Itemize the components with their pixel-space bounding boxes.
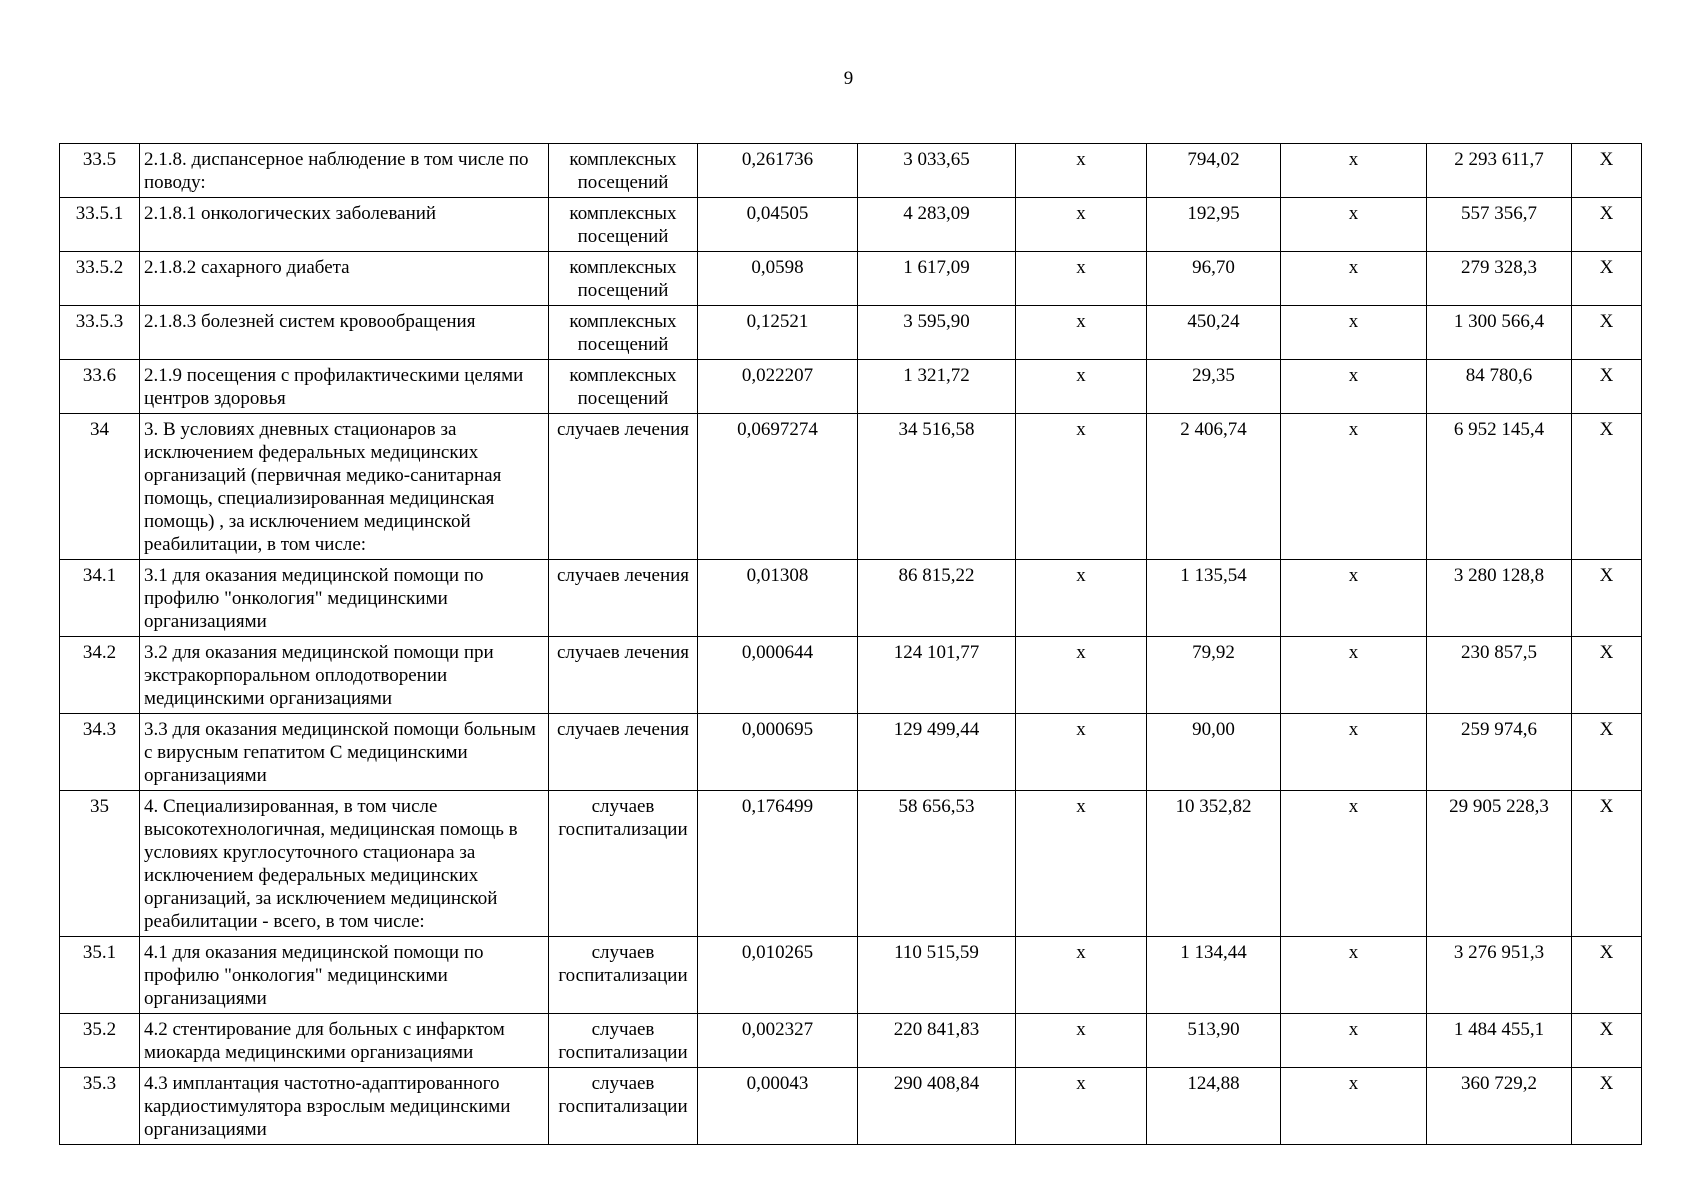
row-x-mark: х — [1016, 560, 1147, 637]
row-x-mark: х — [1281, 1068, 1427, 1145]
row-x-mark: х — [1281, 637, 1427, 714]
row-unit: случаев лечения — [549, 414, 698, 560]
row-number: 35.1 — [60, 937, 140, 1014]
row-total: 1 484 455,1 — [1427, 1014, 1572, 1068]
row-per-capita: 1 135,54 — [1147, 560, 1281, 637]
row-norm: 0,000695 — [698, 714, 858, 791]
row-per-capita: 124,88 — [1147, 1068, 1281, 1145]
row-cost: 1 617,09 — [858, 252, 1016, 306]
table-row — [60, 144, 1642, 198]
row-x-mark: х — [1016, 637, 1147, 714]
table-row — [60, 252, 1642, 306]
row-norm: 0,0598 — [698, 252, 858, 306]
row-number: 33.5.2 — [60, 252, 140, 306]
table-row — [60, 637, 1642, 714]
row-norm: 0,01308 — [698, 560, 858, 637]
table-body — [60, 144, 1642, 1145]
row-x-mark: Х — [1572, 1014, 1642, 1068]
row-unit: случаев госпитализации — [549, 937, 698, 1014]
row-unit: случаев лечения — [549, 560, 698, 637]
row-x-mark: х — [1016, 791, 1147, 937]
row-unit: комплексных посещений — [549, 252, 698, 306]
row-cost: 3 595,90 — [858, 306, 1016, 360]
row-norm: 0,04505 — [698, 198, 858, 252]
row-x-mark: Х — [1572, 306, 1642, 360]
row-x-mark: х — [1281, 560, 1427, 637]
row-name: 4. Специализированная, в том числе высокотехнологичная, медицинская помощь в условиях круглосуточного стационара за исключением федеральных медицинских организаций, за исключением медицинской реабилитации - всего, в том числе: — [140, 791, 549, 937]
row-per-capita: 794,02 — [1147, 144, 1281, 198]
row-per-capita: 96,70 — [1147, 252, 1281, 306]
row-name: 3.1 для оказания медицинской помощи по профилю "онкология" медицинскими организациями — [140, 560, 549, 637]
row-per-capita: 192,95 — [1147, 198, 1281, 252]
row-unit: комплексных посещений — [549, 198, 698, 252]
row-cost: 34 516,58 — [858, 414, 1016, 560]
row-total: 6 952 145,4 — [1427, 414, 1572, 560]
row-x-mark: х — [1281, 252, 1427, 306]
table-row — [60, 360, 1642, 414]
row-x-mark: х — [1281, 791, 1427, 937]
table-row — [60, 714, 1642, 791]
table-row — [60, 937, 1642, 1014]
row-norm: 0,022207 — [698, 360, 858, 414]
row-total: 29 905 228,3 — [1427, 791, 1572, 937]
row-number: 33.5.3 — [60, 306, 140, 360]
row-x-mark: х — [1016, 306, 1147, 360]
row-total: 3 280 128,8 — [1427, 560, 1572, 637]
row-x-mark: Х — [1572, 1068, 1642, 1145]
row-number: 34.1 — [60, 560, 140, 637]
row-number: 35.3 — [60, 1068, 140, 1145]
data-table — [59, 143, 1642, 1145]
row-cost: 86 815,22 — [858, 560, 1016, 637]
row-name: 4.1 для оказания медицинской помощи по профилю "онкология" медицинскими организациями — [140, 937, 549, 1014]
row-number: 35 — [60, 791, 140, 937]
row-total: 360 729,2 — [1427, 1068, 1572, 1145]
row-per-capita: 29,35 — [1147, 360, 1281, 414]
table-row — [60, 306, 1642, 360]
row-unit: комплексных посещений — [549, 306, 698, 360]
row-x-mark: х — [1281, 360, 1427, 414]
row-x-mark: Х — [1572, 791, 1642, 937]
row-norm: 0,010265 — [698, 937, 858, 1014]
row-per-capita: 1 134,44 — [1147, 937, 1281, 1014]
row-unit: случаев госпитализации — [549, 1068, 698, 1145]
row-name: 4.2 стентирование для больных с инфарктом миокарда медицинскими организациями — [140, 1014, 549, 1068]
row-x-mark: х — [1281, 714, 1427, 791]
row-x-mark: х — [1281, 144, 1427, 198]
row-x-mark: х — [1016, 1014, 1147, 1068]
row-per-capita: 2 406,74 — [1147, 414, 1281, 560]
row-cost: 58 656,53 — [858, 791, 1016, 937]
row-unit: случаев госпитализации — [549, 1014, 698, 1068]
row-per-capita: 90,00 — [1147, 714, 1281, 791]
row-x-mark: х — [1281, 198, 1427, 252]
row-x-mark: Х — [1572, 937, 1642, 1014]
row-name: 4.3 имплантация частотно-адаптированного кардиостимулятора взрослым медицинскими организациями — [140, 1068, 549, 1145]
table-row — [60, 414, 1642, 560]
row-x-mark: х — [1281, 1014, 1427, 1068]
row-norm: 0,0697274 — [698, 414, 858, 560]
row-cost: 4 283,09 — [858, 198, 1016, 252]
table-row — [60, 791, 1642, 937]
row-unit: комплексных посещений — [549, 144, 698, 198]
row-x-mark: х — [1016, 360, 1147, 414]
table-row — [60, 560, 1642, 637]
row-norm: 0,002327 — [698, 1014, 858, 1068]
row-x-mark: х — [1016, 937, 1147, 1014]
row-per-capita: 450,24 — [1147, 306, 1281, 360]
row-total: 557 356,7 — [1427, 198, 1572, 252]
row-x-mark: Х — [1572, 360, 1642, 414]
row-total: 279 328,3 — [1427, 252, 1572, 306]
row-norm: 0,00043 — [698, 1068, 858, 1145]
row-unit: случаев лечения — [549, 714, 698, 791]
row-cost: 124 101,77 — [858, 637, 1016, 714]
row-name: 3. В условиях дневных стационаров за исключением федеральных медицинских организаций (первичная медико-санитарная помощь, специализированная медицинская помощь) , за исключением медицинской реабилитации, в том числе: — [140, 414, 549, 560]
row-total: 259 974,6 — [1427, 714, 1572, 791]
row-x-mark: Х — [1572, 144, 1642, 198]
row-number: 34 — [60, 414, 140, 560]
table-row — [60, 198, 1642, 252]
page-number: 9 — [843, 68, 854, 89]
row-per-capita: 79,92 — [1147, 637, 1281, 714]
row-per-capita: 10 352,82 — [1147, 791, 1281, 937]
row-x-mark: Х — [1572, 560, 1642, 637]
row-name: 2.1.8.2 сахарного диабета — [140, 252, 549, 306]
row-total: 1 300 566,4 — [1427, 306, 1572, 360]
row-cost: 110 515,59 — [858, 937, 1016, 1014]
row-number: 34.2 — [60, 637, 140, 714]
row-total: 3 276 951,3 — [1427, 937, 1572, 1014]
row-x-mark: х — [1016, 714, 1147, 791]
row-cost: 129 499,44 — [858, 714, 1016, 791]
row-total: 84 780,6 — [1427, 360, 1572, 414]
row-number: 33.5 — [60, 144, 140, 198]
row-x-mark: Х — [1572, 198, 1642, 252]
row-name: 2.1.9 посещения с профилактическими целями центров здоровья — [140, 360, 549, 414]
row-name: 2.1.8. диспансерное наблюдение в том числе по поводу: — [140, 144, 549, 198]
row-norm: 0,176499 — [698, 791, 858, 937]
row-x-mark: х — [1016, 414, 1147, 560]
row-x-mark: Х — [1572, 637, 1642, 714]
row-name: 3.2 для оказания медицинской помощи при экстракорпоральном оплодотворении медицинскими организациями — [140, 637, 549, 714]
row-norm: 0,12521 — [698, 306, 858, 360]
row-x-mark: х — [1016, 198, 1147, 252]
row-number: 35.2 — [60, 1014, 140, 1068]
table-row — [60, 1014, 1642, 1068]
row-x-mark: х — [1281, 306, 1427, 360]
row-unit: случаев госпитализации — [549, 791, 698, 937]
row-x-mark: Х — [1572, 414, 1642, 560]
row-norm: 0,261736 — [698, 144, 858, 198]
row-name: 3.3 для оказания медицинской помощи больным с вирусным гепатитом С медицинскими организациями — [140, 714, 549, 791]
row-number: 33.6 — [60, 360, 140, 414]
row-unit: случаев лечения — [549, 637, 698, 714]
row-number: 33.5.1 — [60, 198, 140, 252]
row-cost: 220 841,83 — [858, 1014, 1016, 1068]
row-x-mark: х — [1281, 937, 1427, 1014]
row-number: 34.3 — [60, 714, 140, 791]
row-total: 2 293 611,7 — [1427, 144, 1572, 198]
row-x-mark: х — [1016, 1068, 1147, 1145]
row-name: 2.1.8.1 онкологических заболеваний — [140, 198, 549, 252]
row-total: 230 857,5 — [1427, 637, 1572, 714]
row-x-mark: х — [1281, 414, 1427, 560]
row-norm: 0,000644 — [698, 637, 858, 714]
table-row — [60, 1068, 1642, 1145]
row-x-mark: Х — [1572, 252, 1642, 306]
row-name: 2.1.8.3 болезней систем кровообращения — [140, 306, 549, 360]
row-unit: комплексных посещений — [549, 360, 698, 414]
row-per-capita: 513,90 — [1147, 1014, 1281, 1068]
row-cost: 290 408,84 — [858, 1068, 1016, 1145]
row-x-mark: х — [1016, 144, 1147, 198]
row-x-mark: х — [1016, 252, 1147, 306]
row-x-mark: Х — [1572, 714, 1642, 791]
row-cost: 3 033,65 — [858, 144, 1016, 198]
row-cost: 1 321,72 — [858, 360, 1016, 414]
